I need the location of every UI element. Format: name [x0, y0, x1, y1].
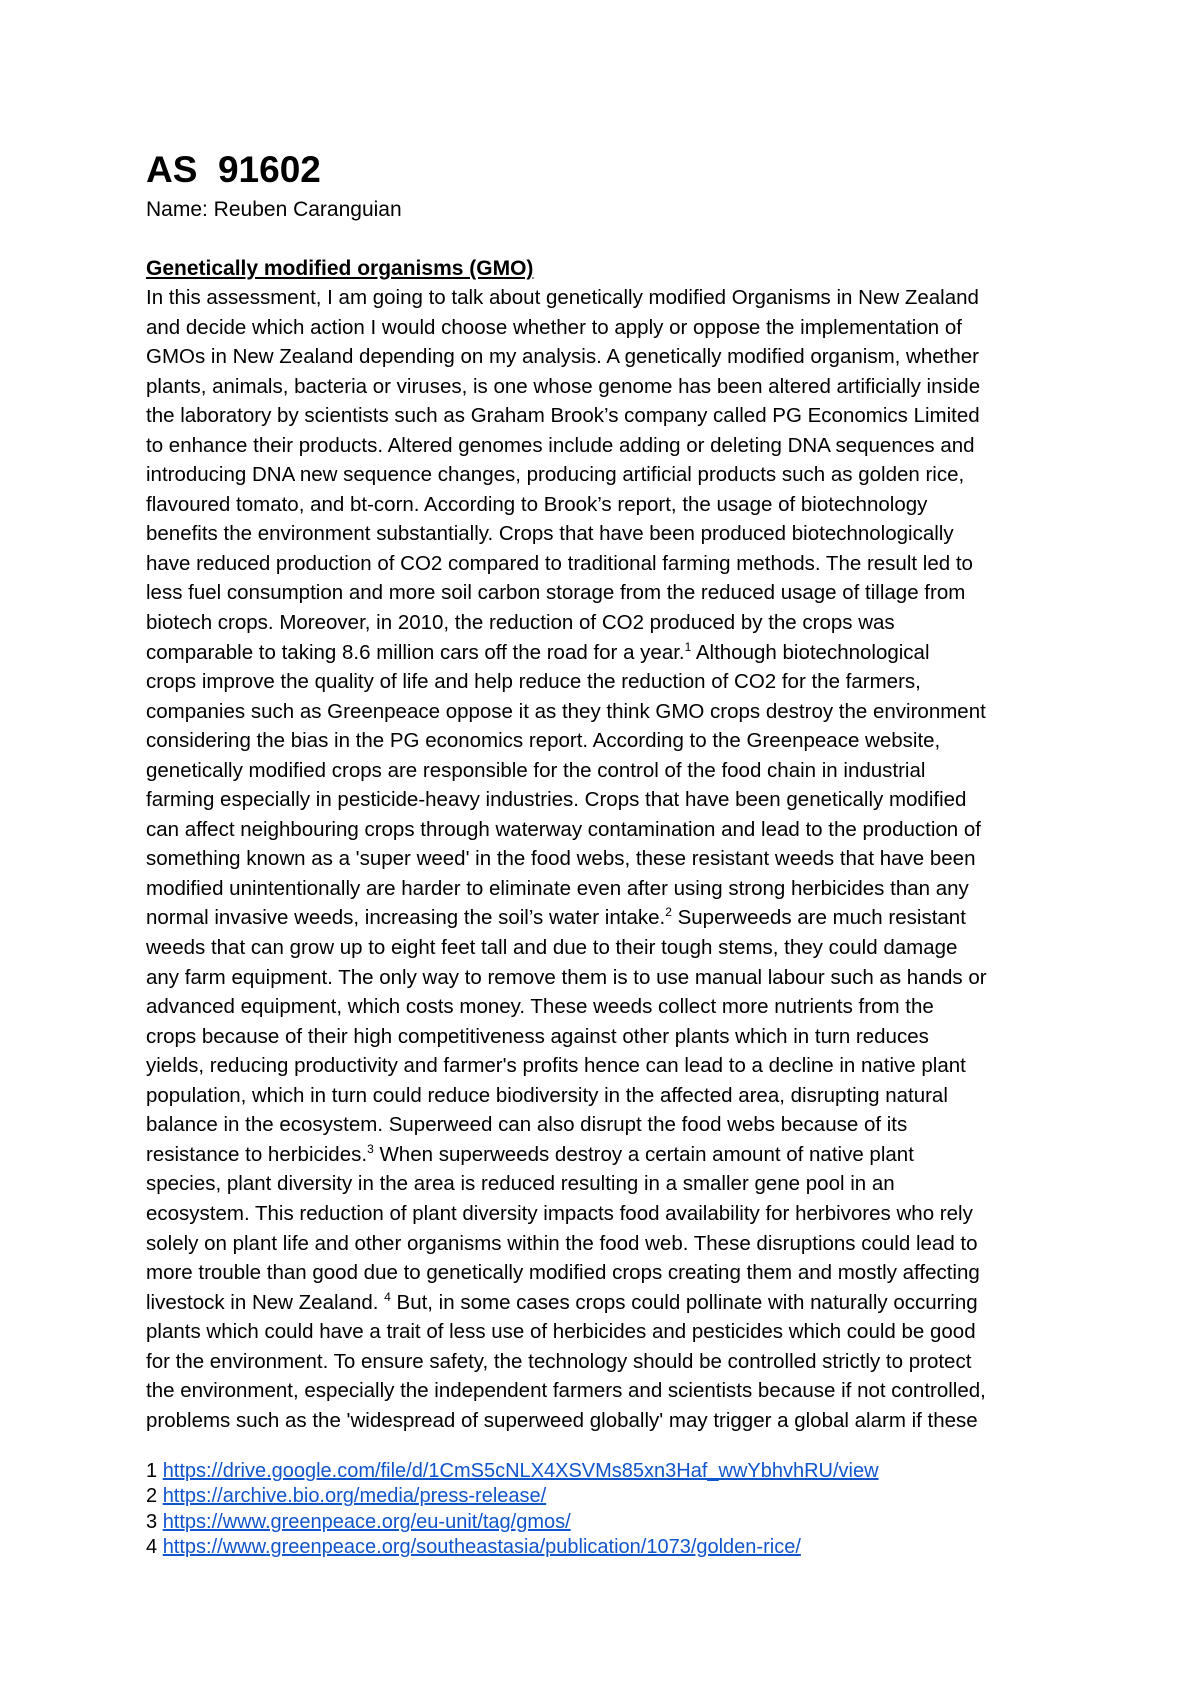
body-line: [146, 815, 1066, 845]
body-line: [146, 313, 1066, 343]
body-line-text: biotech crops. Moreover, in 2010, the reduction of CO2 produced by the crops was: [146, 611, 895, 635]
body-line: [146, 608, 1066, 638]
body-line-text: population, which in turn could reduce biodiversity in the affected area, disrupting natural: [146, 1083, 948, 1107]
body-line: [146, 1229, 1066, 1259]
body-line-text: genetically modified crops are responsible for the control of the food chain in industrial: [146, 758, 926, 782]
body-line-text: normal invasive weeds, increasing the soil’s water intake.: [146, 906, 666, 930]
body-line-text: any farm equipment. The only way to remove them is to use manual labour such as hands or: [146, 965, 987, 989]
body-line: [146, 1317, 1066, 1347]
body-line: [146, 1022, 1066, 1052]
body-line: [146, 1376, 1066, 1406]
body-line-text: problems such as the 'widespread of superweed globally' may trigger a global alarm if these: [146, 1408, 978, 1432]
body-line: [146, 578, 1066, 608]
body-line: [146, 874, 1066, 904]
body-line-text: balance in the ecosystem. Superweed can also disrupt the food webs because of its: [146, 1113, 908, 1137]
author-name: Name: Reuben Caranguian: [146, 198, 402, 221]
body-line-text: Although biotechnological: [691, 640, 930, 664]
body-line-text: GMOs in New Zealand depending on my analysis. A genetically modified organism, whether: [146, 345, 979, 369]
body-line: [146, 963, 1066, 993]
body-line-text: modified unintentionally are harder to eliminate even after using strong herbicides than any: [146, 876, 969, 900]
footnote-number: 3: [146, 1510, 158, 1533]
body-line-text: comparable to taking 8.6 million cars off the road for a year.: [146, 640, 685, 664]
footnotes-list: [146, 1459, 879, 1560]
body-line-text: When superweeds destroy a certain amount of native plant: [373, 1142, 914, 1166]
body-line-text: But, in some cases crops could pollinate with naturally occurring: [390, 1290, 978, 1314]
body-line: [146, 903, 1066, 933]
body-line: [146, 1140, 1066, 1170]
body-line: [146, 1051, 1066, 1081]
body-line: [146, 1258, 1066, 1288]
body-line: [146, 460, 1066, 490]
footnote-link[interactable]: https://archive.bio.org/media/press-release/: [162, 1485, 547, 1508]
body-line-text: flavoured tomato, and bt-corn. According to Brook’s report, the usage of biotechnology: [146, 492, 928, 516]
body-line: [146, 372, 1066, 402]
body-line: [146, 933, 1066, 963]
footnote-number: 2: [146, 1485, 158, 1508]
body-line: [146, 519, 1066, 549]
body-line-text: yields, reducing productivity and farmer's profits hence can lead to a decline in native plant: [146, 1054, 966, 1078]
body-line-text: livestock in New Zealand.: [146, 1290, 385, 1314]
body-line: [146, 342, 1066, 372]
body-line-text: to enhance their products. Altered genomes include adding or deleting DNA sequences and: [146, 433, 975, 457]
body-line-text: crops because of their high competitiveness against other plants which in turn reduces: [146, 1024, 929, 1048]
body-line-text: introducing DNA new sequence changes, producing artificial products such as golden rice,: [146, 463, 965, 487]
body-line: [146, 1199, 1066, 1229]
body-line: [146, 1406, 1066, 1436]
body-line: [146, 1288, 1066, 1318]
section-heading: Genetically modified organisms (GMO): [146, 257, 534, 280]
body-line: [146, 667, 1066, 697]
body-line-text: and decide which action I would choose whether to apply or oppose the implementation of: [146, 315, 962, 339]
body-line: [146, 844, 1066, 874]
body-line: [146, 1347, 1066, 1377]
body-line-text: In this assessment, I am going to talk about genetically modified Organisms in New Zealand: [146, 286, 979, 309]
footnote-item: [146, 1535, 879, 1560]
footnote-item: [146, 1459, 879, 1484]
body-line-text: companies such as Greenpeace oppose it as they think GMO crops destroy the environment: [146, 699, 986, 723]
body-line: [146, 401, 1066, 431]
body-line: [146, 785, 1066, 815]
body-line-text: ecosystem. This reduction of plant diversity impacts food availability for herbivores who rely: [146, 1201, 973, 1225]
body-line-text: crops improve the quality of life and help reduce the reduction of CO2 for the farmers,: [146, 670, 921, 694]
body-line-text: more trouble than good due to genetically modified crops creating them and mostly affecting: [146, 1261, 980, 1285]
body-line: [146, 549, 1066, 579]
body-line-text: have reduced production of CO2 compared to traditional farming methods. The result led to: [146, 551, 973, 575]
body-line-text: farming especially in pesticide-heavy industries. Crops that have been genetically modified: [146, 788, 967, 812]
body-line-text: advanced equipment, which costs money. These weeds collect more nutrients from the: [146, 995, 934, 1019]
body-line-text: weeds that can grow up to eight feet tall and due to their tough stems, they could damage: [146, 936, 958, 960]
footnote-number: 4: [146, 1535, 158, 1558]
body-line-text: resistance to herbicides.: [146, 1142, 368, 1166]
footnote-link[interactable]: https://www.greenpeace.org/southeastasia/publication/1073/golden-rice/: [162, 1535, 801, 1558]
footnote-item: [146, 1510, 879, 1535]
body-line: [146, 726, 1066, 756]
body-line: [146, 697, 1066, 727]
body-line: [146, 283, 1066, 313]
body-paragraph: [146, 283, 1066, 1435]
footnote-link[interactable]: https://www.greenpeace.org/eu-unit/tag/gmos/: [162, 1510, 571, 1533]
body-line-text: plants which could have a trait of less use of herbicides and pesticides which could be good: [146, 1320, 976, 1344]
body-line-text: something known as a 'super weed' in the food webs, these resistant weeds that have been: [146, 847, 976, 871]
body-line-text: considering the bias in the PG economics report. According to the Greenpeace website,: [146, 729, 941, 753]
body-line-text: the laboratory by scientists such as Graham Brook’s company called PG Economics Limited: [146, 404, 980, 428]
body-line-text: solely on plant life and other organisms within the food web. These disruptions could lead to: [146, 1231, 978, 1255]
footnote-reference[interactable]: 1: [684, 639, 692, 654]
footnote-reference[interactable]: 2: [665, 905, 672, 920]
body-line-text: Superweeds are much resistant: [671, 906, 966, 930]
body-line-text: benefits the environment substantially. Crops that have been produced biotechnologically: [146, 522, 954, 546]
body-line: [146, 756, 1066, 786]
body-line-text: the environment, especially the independent farmers and scientists because if not controlled,: [146, 1379, 986, 1403]
footnote-link[interactable]: https://drive.google.com/file/d/1CmS5cNLX4XSVMs85xn3Haf_wwYbhvhRU/view: [162, 1460, 879, 1482]
body-line-text: plants, animals, bacteria or viruses, is one whose genome has been altered artificially inside: [146, 374, 981, 398]
body-line-text: less fuel consumption and more soil carbon storage from the reduced usage of tillage from: [146, 581, 966, 605]
body-line: [146, 638, 1066, 668]
body-line: [146, 1110, 1066, 1140]
footnote-reference[interactable]: 3: [367, 1142, 374, 1157]
body-line-text: species, plant diversity in the area is reduced resulting in a smaller gene pool in an: [146, 1172, 895, 1196]
body-line: [146, 431, 1066, 461]
body-line: [146, 490, 1066, 520]
body-line-text: can affect neighbouring crops through waterway contamination and lead to the production of: [146, 817, 981, 841]
footnote-item: [146, 1484, 879, 1509]
body-line: [146, 1169, 1066, 1199]
body-line: [146, 1081, 1066, 1111]
body-line: [146, 992, 1066, 1022]
document-title: AS 91602: [146, 149, 321, 190]
body-line-text: for the environment. To ensure safety, the technology should be controlled strictly to protect: [146, 1349, 972, 1373]
footnote-number: 1: [146, 1460, 158, 1482]
footnote-reference[interactable]: 4: [384, 1289, 391, 1304]
